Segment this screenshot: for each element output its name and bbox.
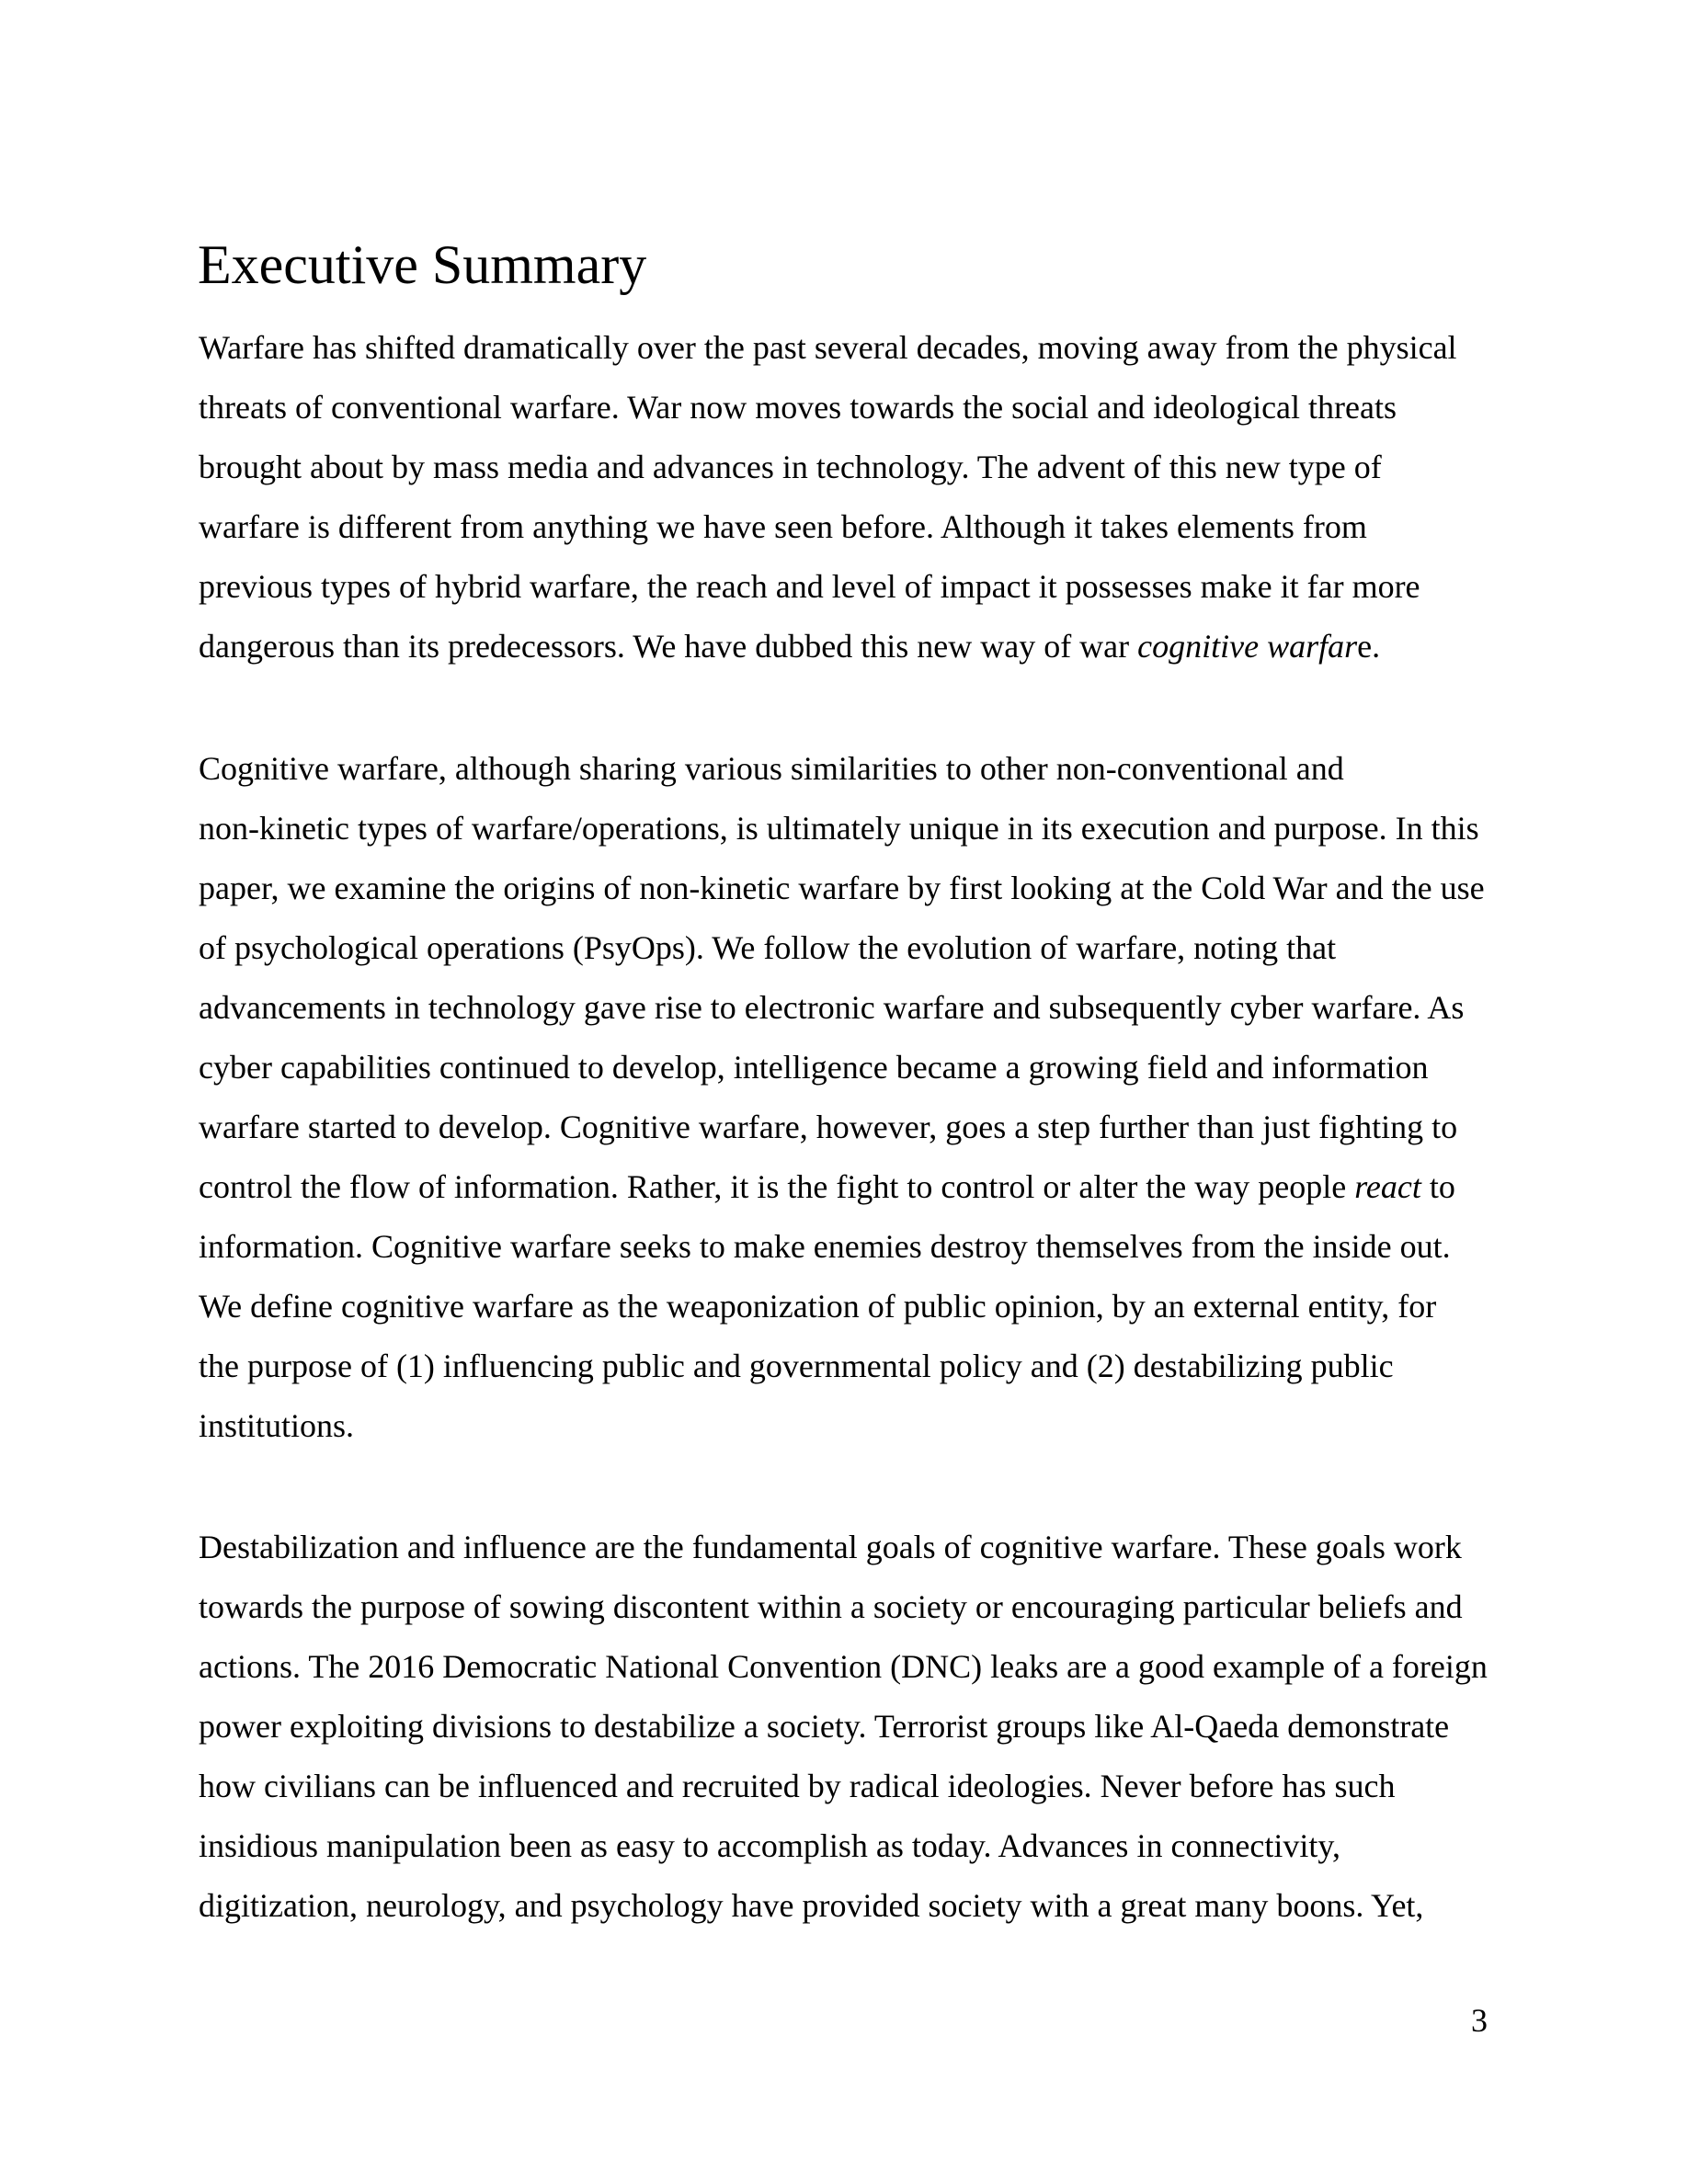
text-line: advancements in technology gave rise to electronic warfare and subsequently cyber warfare. As <box>199 989 1465 1026</box>
text-line: non-kinetic types of warfare/operations, is ultimately unique in its execution and purpose. In this <box>199 810 1479 847</box>
text-line: institutions. <box>199 1407 355 1444</box>
text-line: towards the purpose of sowing discontent within a society or encouraging particular beliefs and <box>199 1588 1463 1625</box>
text-line: control the flow of information. Rather, it is the fight to control or alter the way people react to <box>199 1168 1455 1205</box>
text-line: We define cognitive warfare as the weaponization of public opinion, by an external entity, for <box>199 1288 1437 1325</box>
text-line: power exploiting divisions to destabilize a society. Terrorist groups like Al-Qaeda demonstrate <box>199 1708 1450 1745</box>
text-line: dangerous than its predecessors. We have dubbed this new way of war cognitive warfare. <box>199 628 1381 665</box>
text-line: previous types of hybrid warfare, the reach and level of impact it possesses make it far more <box>199 568 1420 605</box>
text-line: threats of conventional warfare. War now moves towards the social and ideological threats <box>199 389 1397 426</box>
text-line: insidious manipulation been as easy to accomplish as today. Advances in connectivity, <box>199 1827 1341 1864</box>
text-line: warfare is different from anything we have seen before. Although it takes elements from <box>199 508 1367 545</box>
text-line: actions. The 2016 Democratic National Convention (DNC) leaks are a good example of a foreign <box>199 1648 1488 1685</box>
text-line: Cognitive warfare, although sharing various similarities to other non-conventional and <box>199 750 1344 787</box>
text-line: of psychological operations (PsyOps). We follow the evolution of warfare, noting that <box>199 929 1337 966</box>
text-line: digitization, neurology, and psychology have provided society with a great many boons. Yet, <box>199 1887 1424 1924</box>
text-line: Destabilization and influence are the fundamental goals of cognitive warfare. These goals work <box>199 1529 1462 1565</box>
text-line: the purpose of (1) influencing public and governmental policy and (2) destabilizing public <box>199 1348 1394 1384</box>
page-number: 3 <box>1471 2002 1488 2039</box>
paragraph-1 <box>199 318 1457 677</box>
emphasis-text: cognitive warfar <box>1137 628 1358 665</box>
text-line: paper, we examine the origins of non-kinetic warfare by first looking at the Cold War and the use <box>199 870 1485 906</box>
text-line: brought about by mass media and advances in technology. The advent of this new type of <box>199 449 1382 485</box>
text-line: information. Cognitive warfare seeks to make enemies destroy themselves from the inside out. <box>199 1228 1451 1265</box>
text-line: cyber capabilities continued to develop, intelligence became a growing field and information <box>199 1049 1429 1086</box>
paragraph-3 <box>199 1518 1488 1936</box>
page-title: Executive Summary <box>198 234 647 295</box>
emphasis-text: react <box>1354 1168 1421 1205</box>
text-line: how civilians can be influenced and recruited by radical ideologies. Never before has such <box>199 1768 1396 1804</box>
text-line: Warfare has shifted dramatically over the past several decades, moving away from the physical <box>199 329 1457 366</box>
paragraph-2 <box>199 739 1485 1456</box>
text-line: warfare started to develop. Cognitive warfare, however, goes a step further than just fighting to <box>199 1109 1458 1145</box>
